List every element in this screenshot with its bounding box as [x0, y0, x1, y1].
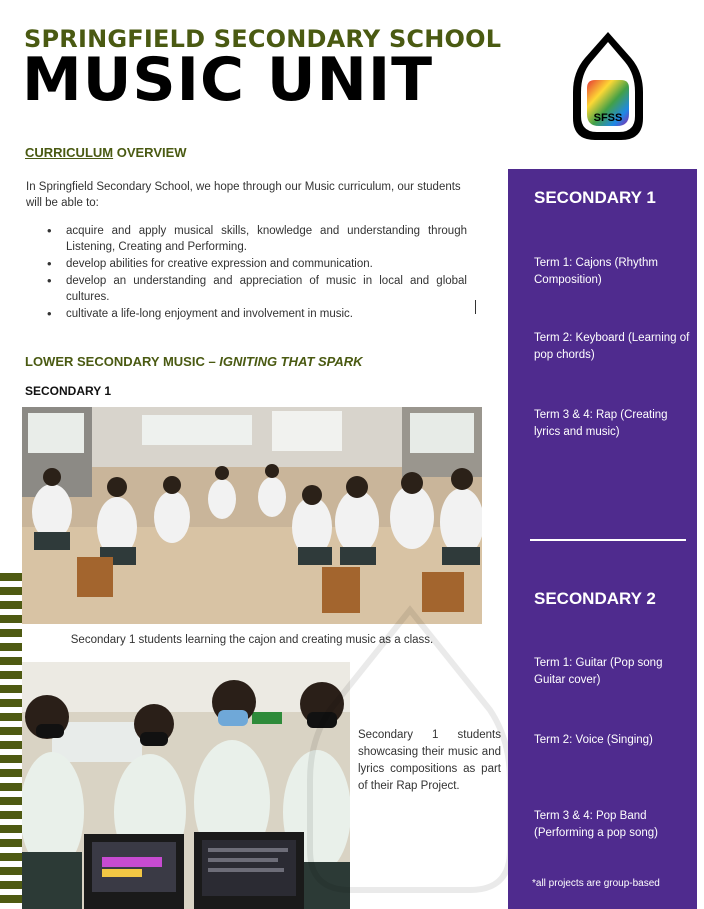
sidebar-panel — [508, 169, 697, 909]
decorative-stripes — [0, 573, 22, 909]
text-cursor — [475, 300, 476, 314]
sidebar-sec1-term: Term 3 & 4: Rap (Creating lyrics and music) — [534, 409, 668, 438]
sidebar-sec1-term: Term 2: Keyboard (Learning of pop chords) — [534, 332, 690, 361]
overview-bullet: • develop abilities for creative expression and communication. — [44, 256, 467, 272]
sidebar-sec2-term: Term 2: Voice (Singing) — [534, 734, 653, 746]
sidebar-sec1-title: SECONDARY 1 — [534, 188, 656, 207]
watermark-drop-icon — [300, 600, 520, 900]
sidebar-divider — [530, 539, 686, 541]
overview-bullets — [44, 223, 467, 323]
sidebar-note: *all projects are group-based — [532, 878, 660, 889]
unit-title: MUSIC UNIT — [22, 45, 434, 115]
sidebar-sec2-term: Term 3 & 4: Pop Band (Performing a pop song) — [534, 810, 659, 839]
overview-title-underlined: CURRICULUM — [25, 145, 114, 160]
secondary-1-label: SECONDARY 1 — [25, 384, 112, 398]
photo2-caption: Secondary 1 students showcasing their music and lyrics compositions as part of their Rap Project. — [358, 729, 501, 792]
overview-intro: In Springfield Secondary School, we hope through our Music curriculum, our students will be able to: — [26, 181, 461, 209]
school-logo — [571, 30, 645, 142]
overview-bullet: • acquire and apply musical skills, knowledge and understanding through Listening, Creating and Performing. — [44, 223, 467, 255]
lower-title-italic: IGNITING THAT SPARK — [219, 354, 363, 369]
lower-title-prefix: LOWER SECONDARY MUSIC – — [25, 354, 220, 369]
sidebar-sec2-term: Term 1: Guitar (Pop song Guitar cover) — [534, 657, 663, 686]
overview-title-rest: OVERVIEW — [113, 145, 187, 160]
classroom-cajon-photo — [22, 407, 482, 624]
school-name: SPRINGFIELD SECONDARY SCHOOL — [24, 25, 502, 53]
sidebar-sec1-term: Term 1: Cajons (Rhythm Composition) — [534, 257, 658, 286]
sidebar-sec2-title: SECONDARY 2 — [534, 589, 656, 608]
overview-bullet: • develop an understanding and appreciation of music in local and global cultures. — [44, 273, 467, 305]
logo-text: SFSS — [593, 112, 623, 124]
overview-bullet: • cultivate a life-long enjoyment and involvement in music. — [44, 306, 467, 322]
overview-title — [25, 145, 187, 160]
lower-secondary-title — [25, 354, 363, 369]
photo1-caption: Secondary 1 students learning the cajon and creating music as a class. — [70, 634, 434, 646]
